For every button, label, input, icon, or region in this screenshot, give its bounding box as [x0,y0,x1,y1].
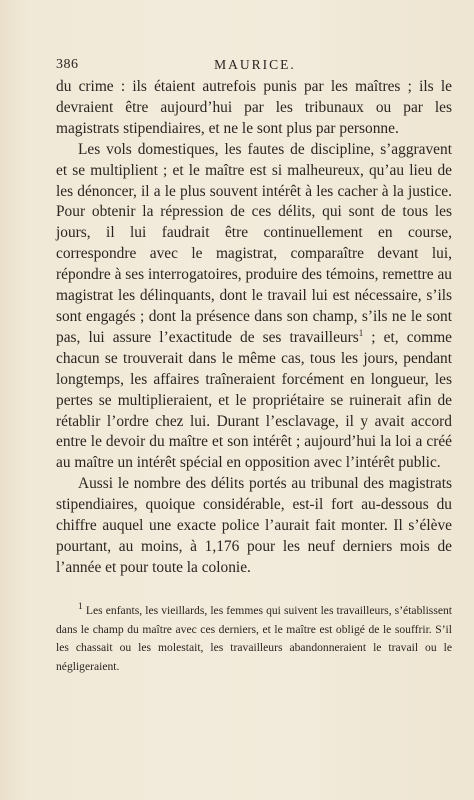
paragraph-text-part: Les vols domestiques, les fautes de discipline, s’aggravent et se multiplient ; et le maître est si malheureux, qu’au lieu de les dénoncer, il a le plus souvent intérêt à les cacher à la justice. Pour obtenir la répression de ces délits, qui sont de tous les jours, il lui faudrait être continuellement en course, correspondre avec le magistrat, comparaître devant lui, répondre à ses interrogatoires, produire des témoins, remettre au magistrat les délinquants, dont le travail lui est nécessaire, s’ils sont engagés ; dont la présence dans son champ, s’ils ne le sont pas, lui assure l’exactitude de ses travailleurs [56,140,452,346]
running-title: MAURICE. [214,57,296,72]
footnote-reference[interactable]: 1 [358,327,364,338]
footnote-body: Les enfants, les vieillards, les femmes qui suivent les travailleurs, s’établissent dans le champ du maître avec ces derniers, et le maître est obligé de le souffrir. S’il les chassait ou les molestait, les travailleurs abandonneraient le travail ou le négligeraient. [56,603,452,673]
footnote-text [56,598,452,677]
paragraph-continued: du crime : ils étaient autrefois punis par les maîtres ; ils le devraient être aujourd’hui par les tribunaux ou par les magistrats stipendiaires, et ne le sont plus par personne. [56,78,452,137]
footnote-number: 1 [78,601,83,612]
page-number: 386 [56,57,79,72]
main-text [56,77,452,579]
page-header [56,57,454,75]
paragraph-offence-count: Aussi le nombre des délits portés au tribunal des magistrats stipendiaires, quoique considérable, est-il fort au-dessous du chiffre auquel une exacte police l’aurait fait monter. Il s’élève pourtant, au moins, à 1,176 pour les neuf derniers mois de l’année et pour toute la colonie. [56,475,452,576]
footnote [56,598,452,677]
paragraph-text-part: ; et, comme chacun se trouverait dans le même cas, tous les jours, pendant longtemps, les affaires traîneraient forcément en longueur, les pertes se multiplieraient, et le propriétaire se ruinerait afin de rétablir l’ordre chez lui. Durant l’esclavage, il y avait accord entre le devoir du maître et son intérêt ; aujourd’hui la loi a créé au maître un intérêt spécial en opposition avec l’intérêt public. [56,328,452,472]
paragraph-domestic-thefts [56,140,452,475]
